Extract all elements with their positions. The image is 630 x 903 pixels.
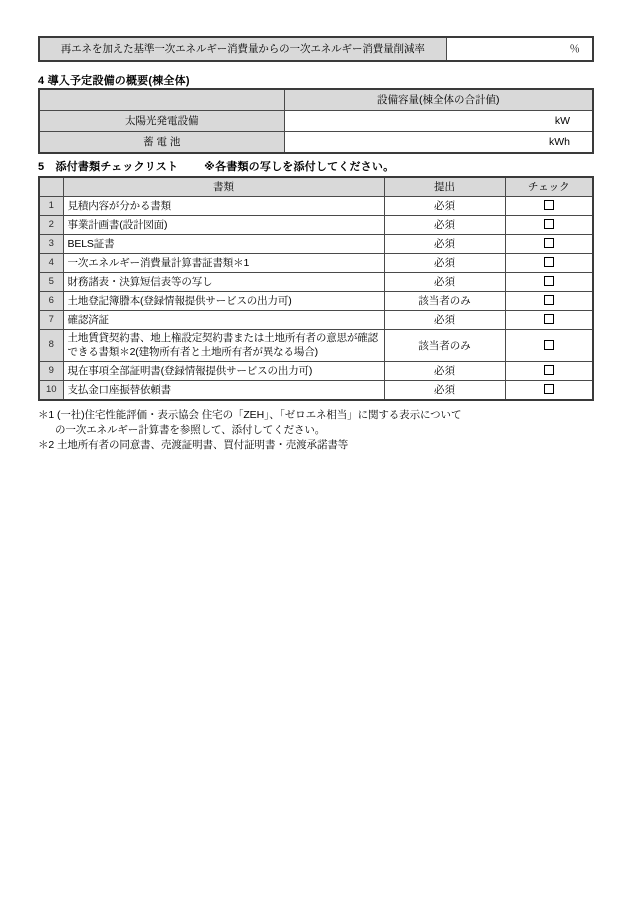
equipment-table-wrapper xyxy=(38,88,594,154)
attachment-checklist-table xyxy=(38,176,594,401)
footnote-2: ＊2 土地所有者の同意書、売渡証明書、買付証明書・売渡承諾書等 xyxy=(38,439,349,452)
row-document-name: 事業計画書(設計図面) xyxy=(63,216,384,235)
section-heading-checklist xyxy=(38,158,394,174)
row-document-name: 土地賃貸契約書、地上権設定契約書または土地所有者の意思が確認できる書類＊2(建物所有者と土地所有者が異なる場合) xyxy=(63,330,384,362)
footnote-1-line-2: の一次エネルギー計算書を参照して、添付してください。 xyxy=(55,424,326,437)
row-number: 7 xyxy=(39,311,63,330)
row-document-name: BELS証書 xyxy=(63,235,384,254)
row-submission: 必須 xyxy=(384,381,505,401)
table-row xyxy=(39,330,593,362)
checkbox-icon[interactable] xyxy=(544,365,554,375)
checklist-heading-text: 5 添付書類チェックリスト xyxy=(38,161,179,173)
row-document-name: 一次エネルギー消費量計算書証書類＊1 xyxy=(63,254,384,273)
checkbox-icon[interactable] xyxy=(544,257,554,267)
row-checkbox-cell[interactable] xyxy=(505,362,593,381)
equipment-capacity-solar-input[interactable]: kW xyxy=(284,111,593,132)
row-submission: 必須 xyxy=(384,235,505,254)
row-submission: 該当者のみ xyxy=(384,330,505,362)
checklist-header-document: 書類 xyxy=(63,177,384,197)
reduction-rate-label: 再エネを加えた基準一次エネルギー消費量からの一次エネルギー消費量削減率 xyxy=(39,37,446,61)
row-number: 10 xyxy=(39,381,63,401)
row-submission: 必須 xyxy=(384,362,505,381)
row-number: 1 xyxy=(39,197,63,216)
checkbox-icon[interactable] xyxy=(544,238,554,248)
checkbox-icon[interactable] xyxy=(544,295,554,305)
row-document-name: 確認済証 xyxy=(63,311,384,330)
reduction-rate-table-wrapper xyxy=(38,36,592,62)
table-row xyxy=(39,273,593,292)
row-submission: 必須 xyxy=(384,254,505,273)
row-checkbox-cell[interactable] xyxy=(505,235,593,254)
row-number: 8 xyxy=(39,330,63,362)
equipment-header-capacity: 設備容量(棟全体の合計値) xyxy=(284,89,593,111)
table-row xyxy=(39,381,593,401)
row-number: 9 xyxy=(39,362,63,381)
checklist-header-submission: 提出 xyxy=(384,177,505,197)
row-checkbox-cell[interactable] xyxy=(505,254,593,273)
row-checkbox-cell[interactable] xyxy=(505,311,593,330)
equipment-capacity-battery-input[interactable]: kWh xyxy=(284,132,593,154)
row-checkbox-cell[interactable] xyxy=(505,216,593,235)
table-row xyxy=(39,37,593,61)
checklist-heading-note: ※各書類の写しを添付してください。 xyxy=(204,161,395,173)
row-checkbox-cell[interactable] xyxy=(505,330,593,362)
footnote-1-line-1: ＊1 (一社)住宅性能評価・表示協会 住宅の「ZEH」、「ゼロエネ相当」に関する表示について xyxy=(38,409,462,421)
table-header-row xyxy=(39,177,593,197)
equipment-header-blank xyxy=(39,89,284,111)
checkbox-icon[interactable] xyxy=(544,384,554,394)
section-heading-equipment: 4 導入予定設備の概要(棟全体) xyxy=(38,75,190,87)
footnotes-block xyxy=(38,408,598,454)
checkbox-icon[interactable] xyxy=(544,314,554,324)
row-submission: 必須 xyxy=(384,273,505,292)
table-row xyxy=(39,111,593,132)
row-submission: 該当者のみ xyxy=(384,292,505,311)
row-checkbox-cell[interactable] xyxy=(505,292,593,311)
checkbox-icon[interactable] xyxy=(544,219,554,229)
checklist-header-no xyxy=(39,177,63,197)
table-row xyxy=(39,311,593,330)
row-number: 3 xyxy=(39,235,63,254)
table-row xyxy=(39,216,593,235)
row-document-name: 現在事項全部証明書(登録情報提供サービスの出力可) xyxy=(63,362,384,381)
row-submission: 必須 xyxy=(384,311,505,330)
equipment-name-battery: 蓄 電 池 xyxy=(39,132,284,154)
table-row xyxy=(39,292,593,311)
table-row xyxy=(39,132,593,154)
table-row xyxy=(39,235,593,254)
reduction-rate-table xyxy=(38,36,594,62)
row-document-name: 土地登記簿謄本(登録情報提供サービスの出力可) xyxy=(63,292,384,311)
checkbox-icon[interactable] xyxy=(544,276,554,286)
table-row xyxy=(39,254,593,273)
checklist-table-wrapper xyxy=(38,176,594,401)
row-number: 6 xyxy=(39,292,63,311)
row-document-name: 支払金口座振替依頼書 xyxy=(63,381,384,401)
row-checkbox-cell[interactable] xyxy=(505,381,593,401)
equipment-overview-table xyxy=(38,88,594,154)
equipment-name-solar: 太陽光発電設備 xyxy=(39,111,284,132)
table-row xyxy=(39,197,593,216)
checkbox-icon[interactable] xyxy=(544,340,554,350)
row-submission: 必須 xyxy=(384,197,505,216)
table-header-row xyxy=(39,89,593,111)
row-document-name: 財務諸表・決算短信表等の写し xyxy=(63,273,384,292)
row-number: 5 xyxy=(39,273,63,292)
row-submission: 必須 xyxy=(384,216,505,235)
row-checkbox-cell[interactable] xyxy=(505,197,593,216)
row-checkbox-cell[interactable] xyxy=(505,273,593,292)
checklist-header-check: チェック xyxy=(505,177,593,197)
row-number: 2 xyxy=(39,216,63,235)
row-number: 4 xyxy=(39,254,63,273)
row-document-name: 見積内容が分かる書類 xyxy=(63,197,384,216)
table-row xyxy=(39,362,593,381)
reduction-rate-value-cell[interactable]: ％ xyxy=(446,37,593,61)
checkbox-icon[interactable] xyxy=(544,200,554,210)
